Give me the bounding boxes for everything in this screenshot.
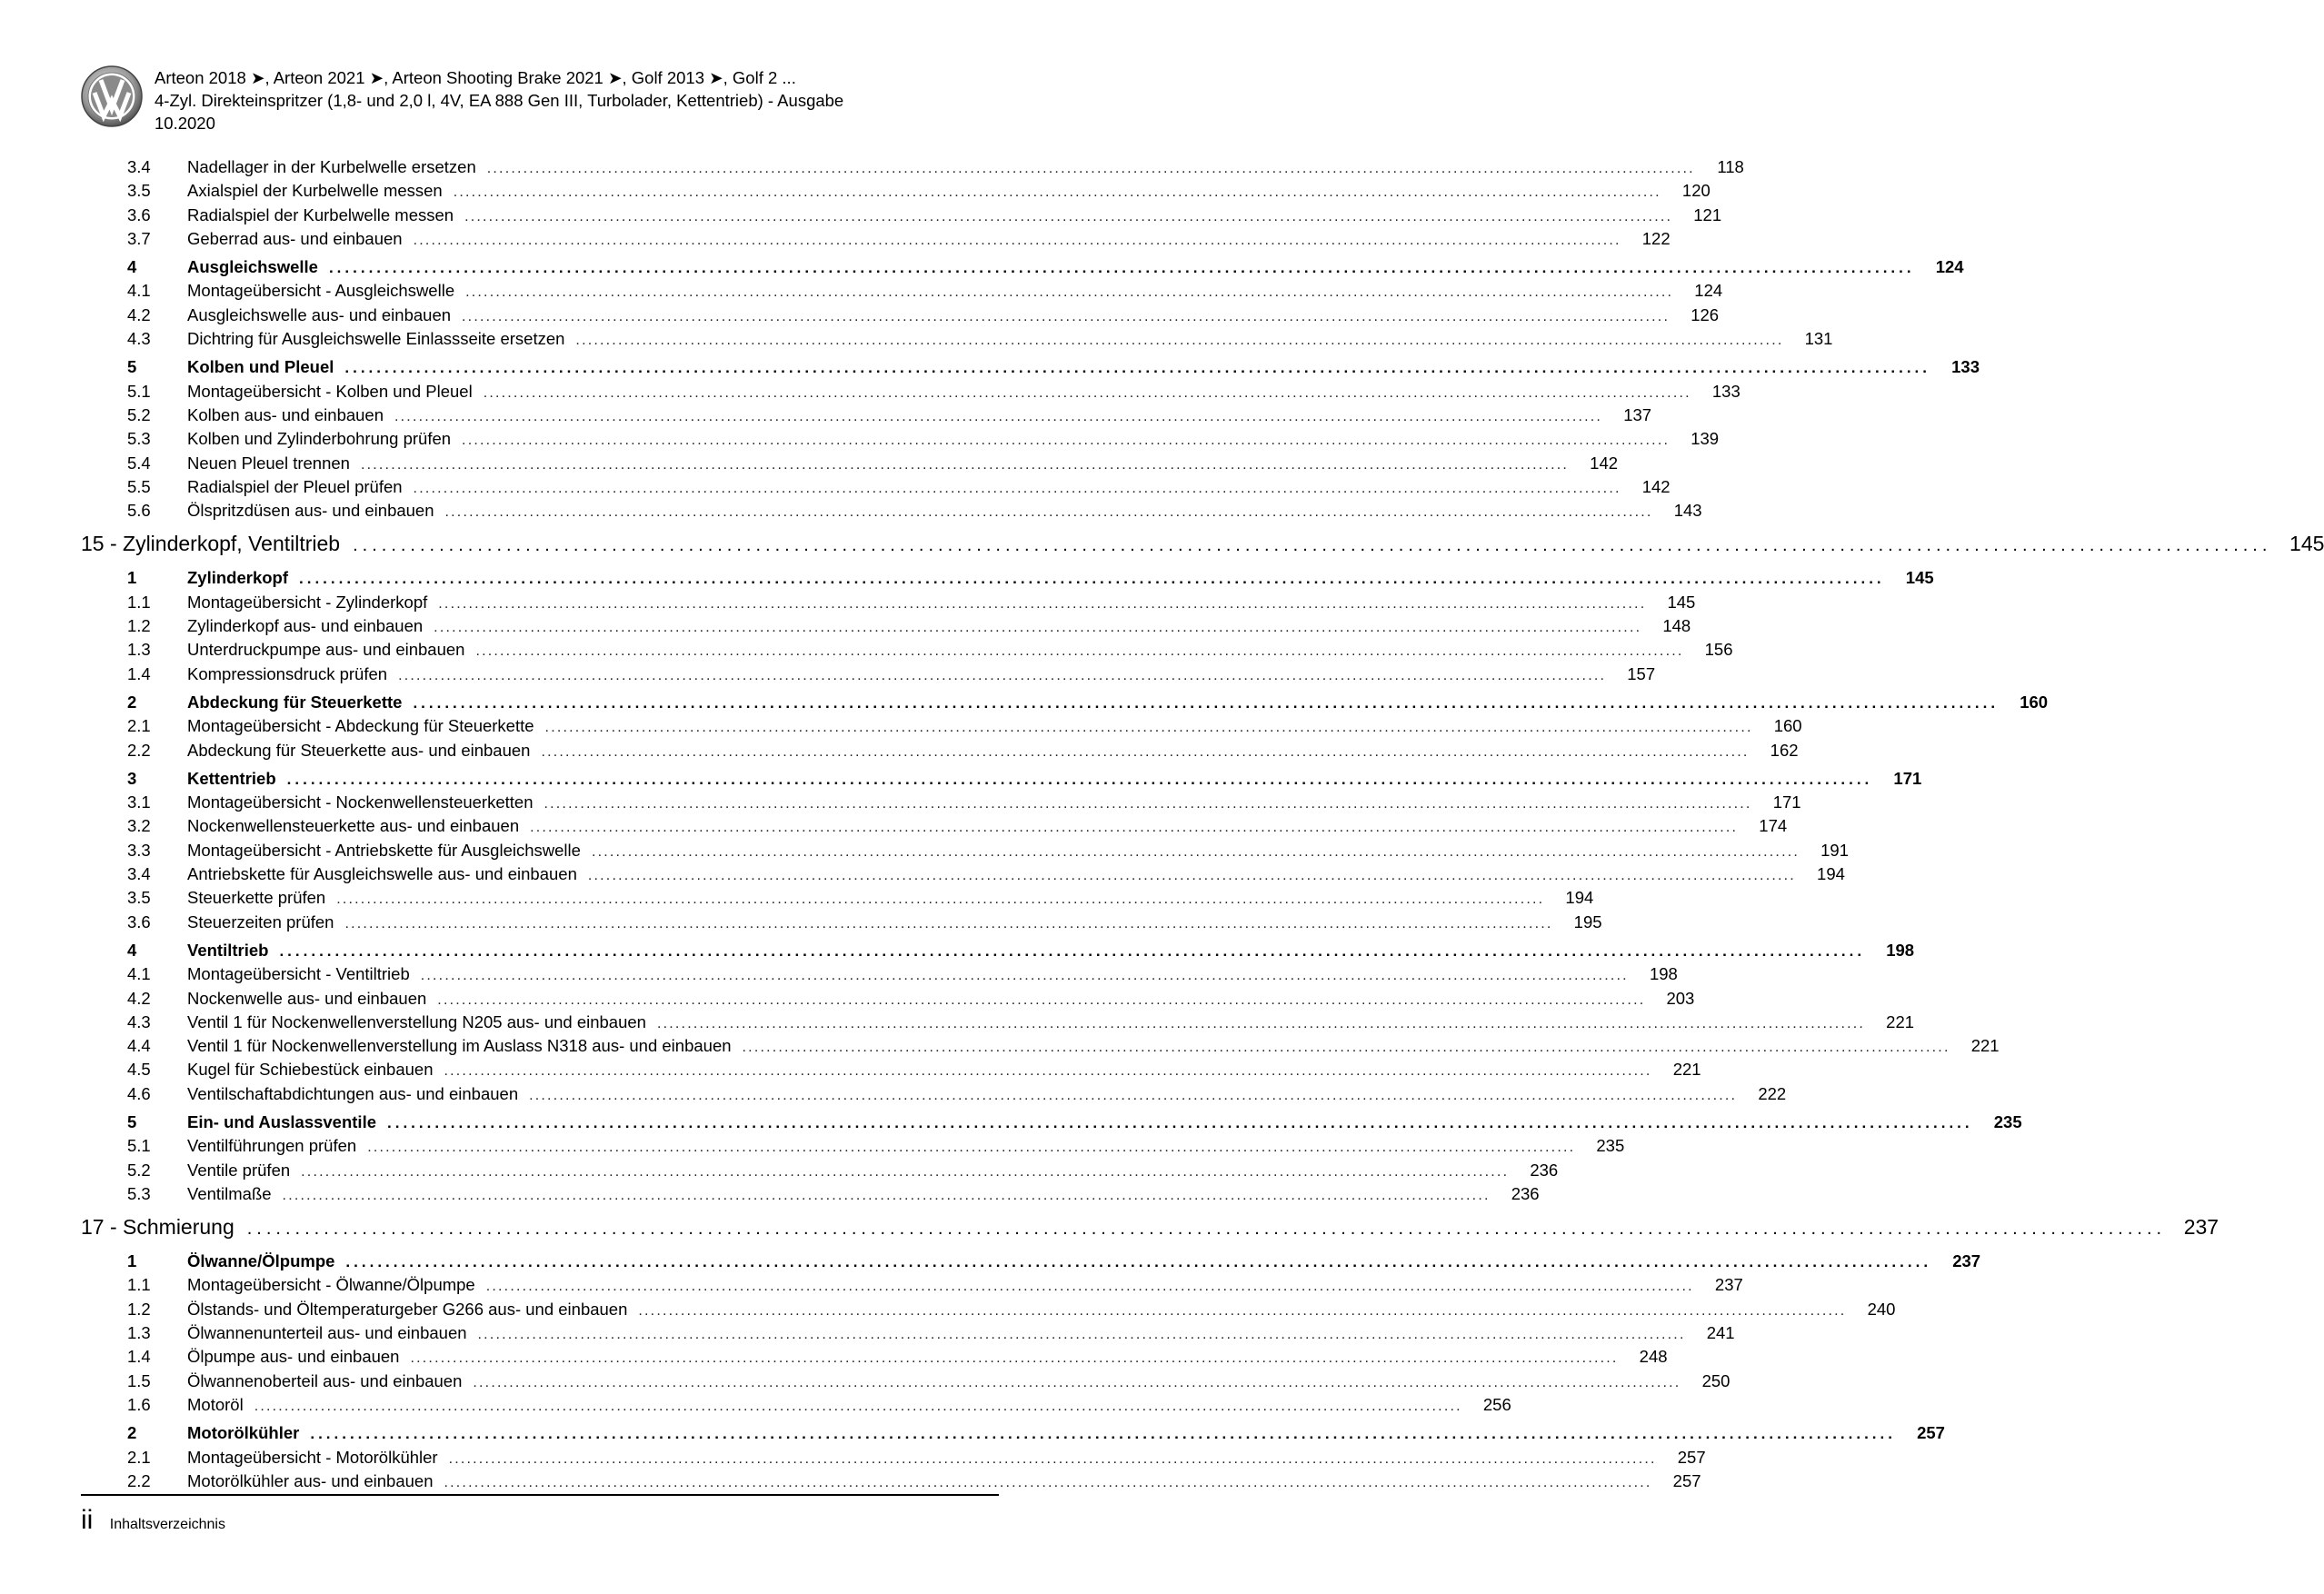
toc-entry[interactable] xyxy=(81,1347,1668,1370)
dot-leader: ........................................................................................................................................................................................................ xyxy=(434,620,1642,636)
toc-page-number: 194 xyxy=(1565,888,1594,908)
toc-number: 3.6 xyxy=(127,912,151,931)
toc-page-number: 257 xyxy=(1672,1470,1701,1490)
toc-page-number: 142 xyxy=(1590,453,1619,473)
toc-number: 1.4 xyxy=(127,1347,151,1367)
toc-entry[interactable] xyxy=(81,640,1733,663)
dot-leader: ........................................................................................................................................................................................................ xyxy=(344,359,1931,377)
toc-number: 1 xyxy=(127,568,137,588)
toc-entry[interactable] xyxy=(81,1060,1701,1083)
toc-number: 5.2 xyxy=(127,404,151,424)
toc-page-number: 222 xyxy=(1758,1083,1787,1103)
toc-title: Ölspritzdüsen aus- und einbauen xyxy=(187,501,434,521)
dot-leader: ........................................................................................................................................................................................................ xyxy=(462,308,1671,324)
toc-entry[interactable] xyxy=(81,964,1678,988)
toc-entry[interactable] xyxy=(81,864,1845,888)
dot-leader: ........................................................................................................................................................................................................ xyxy=(587,868,1796,884)
toc-title: Radialspiel der Pleuel prüfen xyxy=(187,476,403,496)
toc-title: Dichtring für Ausgleichswelle Einlassseite ersetzen xyxy=(187,329,565,349)
toc-entry[interactable] xyxy=(81,716,1802,740)
toc-title: Unterdruckpumpe aus- und einbauen xyxy=(187,640,465,660)
dot-leader: ........................................................................................................................................................................................................ xyxy=(444,504,1653,521)
toc-page-number: 257 xyxy=(1677,1447,1706,1467)
toc-title: Ölwannenunterteil aus- und einbauen xyxy=(187,1323,467,1343)
toc-page-number: 171 xyxy=(1772,792,1801,812)
toc-page-number: 221 xyxy=(1970,1036,2000,1056)
dot-leader: ........................................................................................................................................................................................................ xyxy=(486,161,1695,176)
toc-title: Geberrad aus- und einbauen xyxy=(187,228,403,248)
toc-number: 1.1 xyxy=(127,1275,151,1295)
toc-page-number: 156 xyxy=(1704,640,1733,660)
toc-page-number: 235 xyxy=(1596,1136,1625,1156)
toc-number: 1.3 xyxy=(127,1323,151,1343)
dot-leader: ........................................................................................................................................................................................................ xyxy=(742,1040,1950,1056)
toc-title: Steuerzeiten prüfen xyxy=(187,912,334,931)
toc-number: 3.2 xyxy=(127,816,151,836)
toc-number: 4.1 xyxy=(127,281,151,301)
dot-leader: ........................................................................................................................................................................................................ xyxy=(477,1327,1686,1343)
toc-title: Neuen Pleuel trennen xyxy=(187,453,350,473)
dot-leader: ........................................................................................................................................................................................................ xyxy=(299,570,1885,588)
dot-leader: ........................................................................................................................................................................................................ xyxy=(398,667,1607,683)
toc-title: Ölwannenoberteil aus- und einbauen xyxy=(187,1370,463,1390)
dot-leader: ........................................................................................................................................................................................................ xyxy=(254,1398,1462,1414)
toc-page-number: 145 xyxy=(1667,592,1696,612)
toc-entry[interactable] xyxy=(81,1183,1540,1208)
dot-leader: ........................................................................................................................................................................................................ xyxy=(344,915,1553,931)
toc-page-number: 221 xyxy=(1886,1011,1915,1031)
dot-leader: ........................................................................................................................................................................................................ xyxy=(310,1425,1896,1443)
toc-page-number: 248 xyxy=(1639,1347,1668,1367)
toc-number: 2.2 xyxy=(127,1470,151,1490)
document-title xyxy=(155,66,1000,134)
toc-entry[interactable] xyxy=(81,1299,1896,1323)
toc-entry[interactable] xyxy=(81,1083,1787,1108)
footer-label: Inhaltsverzeichnis xyxy=(109,1517,225,1532)
toc-page-number: 250 xyxy=(1701,1370,1731,1390)
dot-leader: ........................................................................................................................................................................................................ xyxy=(387,1113,1973,1131)
dot-leader: ........................................................................................................................................................................................................ xyxy=(591,843,1800,860)
toc-section[interactable] xyxy=(81,940,1915,964)
toc-number: 5.6 xyxy=(127,501,151,521)
page-footer xyxy=(81,1505,535,1538)
toc-number: 1.1 xyxy=(127,592,151,612)
dot-leader: ........................................................................................................................................................................................................ xyxy=(530,820,1739,836)
toc-number: 4.6 xyxy=(127,1083,151,1103)
toc-page-number: 195 xyxy=(1573,912,1602,931)
dot-leader: ........................................................................................................................................................................................................ xyxy=(410,1350,1619,1367)
toc-title: Abdeckung für Steuerkette xyxy=(187,692,403,712)
toc-title: Kettentrieb xyxy=(187,768,276,788)
toc-title: Ein- und Auslassventile xyxy=(187,1111,376,1131)
toc-page-number: 124 xyxy=(1935,257,1964,277)
toc-title: Montageübersicht - Nockenwellensteuerketten xyxy=(187,792,534,812)
toc-page-number: 124 xyxy=(1694,281,1723,301)
toc-number: 2.1 xyxy=(127,1447,151,1467)
toc-number: 5.1 xyxy=(127,1136,151,1156)
toc-number: 3.4 xyxy=(127,864,151,884)
toc-entry[interactable] xyxy=(81,157,1744,181)
dot-leader: ........................................................................................................................................................................................................ xyxy=(438,595,1647,612)
toc-number: 1.2 xyxy=(127,616,151,636)
toc-title: Steuerkette prüfen xyxy=(187,888,326,908)
toc-entry[interactable] xyxy=(81,740,1799,764)
toc-entry[interactable] xyxy=(81,1011,1915,1036)
toc-page-number: 143 xyxy=(1673,501,1702,521)
toc-page-number: 241 xyxy=(1706,1323,1735,1343)
toc-title: Motorölkühler aus- und einbauen xyxy=(187,1470,434,1490)
toc-entry[interactable] xyxy=(81,1323,1735,1347)
toc-number: 3.4 xyxy=(127,157,151,176)
toc-page-number: 240 xyxy=(1867,1299,1896,1319)
toc-number: 4.1 xyxy=(127,964,151,984)
toc-title: Ölpumpe aus- und einbauen xyxy=(187,1347,400,1367)
toc-number: 2.2 xyxy=(127,740,151,760)
toc-title: Kolben und Pleuel xyxy=(187,357,334,377)
toc-entry[interactable] xyxy=(81,592,1696,616)
toc-page-number: 126 xyxy=(1691,304,1720,324)
toc-title: 15 - Zylinderkopf, Ventiltrieb xyxy=(81,532,341,556)
toc-number: 5.4 xyxy=(127,453,151,473)
toc-page-number: 237 xyxy=(2183,1215,2219,1240)
title-line-1: Arteon 2018 ➤, Arteon 2021 ➤, Arteon Shooting Brake 2021 ➤, Golf 2013 ➤, Golf 2 ... xyxy=(155,68,796,87)
toc-entry[interactable] xyxy=(81,840,1849,864)
toc-title: Ventilschaftabdichtungen aus- und einbauen xyxy=(187,1083,519,1103)
toc-entry[interactable] xyxy=(81,1447,1706,1471)
toc-title: Ausgleichswelle xyxy=(187,257,318,277)
toc-entry[interactable] xyxy=(81,888,1594,912)
toc-entry[interactable] xyxy=(81,816,1788,840)
toc-chapter[interactable] xyxy=(81,532,2324,563)
toc-page-number: 139 xyxy=(1691,429,1720,449)
toc-title: 17 - Schmierung xyxy=(81,1215,234,1240)
toc-section[interactable] xyxy=(81,768,1922,792)
toc-section[interactable] xyxy=(81,692,2049,716)
toc-page-number: 162 xyxy=(1770,740,1799,760)
toc-page-number: 237 xyxy=(1714,1275,1743,1295)
dot-leader: ........................................................................................................................................................................................................ xyxy=(444,1063,1652,1080)
title-line-2: 4-Zyl. Direkteinspritzer (1,8- und 2,0 l, 4V, EA 888 Gen III, Turbolader, Kettentrieb) - Ausgabe xyxy=(155,91,844,110)
toc-title: Axialspiel der Kurbelwelle messen xyxy=(187,181,443,201)
footer-divider xyxy=(81,1494,999,1496)
toc-number: 2 xyxy=(127,692,137,712)
toc-title: Ventil 1 für Nockenwellenverstellung N205 aus- und einbauen xyxy=(187,1011,646,1031)
dot-leader: ........................................................................................................................................................................................................ xyxy=(336,892,1545,908)
toc-title: Ausgleichswelle aus- und einbauen xyxy=(187,304,452,324)
dot-leader: ........................................................................................................................................................................................................ xyxy=(353,535,2272,556)
toc-section[interactable] xyxy=(81,1423,1945,1447)
table-of-contents xyxy=(81,157,2324,1495)
toc-entry[interactable] xyxy=(81,988,1695,1012)
toc-title: Zylinderkopf aus- und einbauen xyxy=(187,616,424,636)
toc-number: 5.3 xyxy=(127,429,151,449)
toc-page-number: 145 xyxy=(2289,532,2324,556)
toc-title: Kompressionsdruck prüfen xyxy=(187,663,388,683)
toc-entry[interactable] xyxy=(81,1036,2000,1060)
toc-number: 5.5 xyxy=(127,476,151,496)
toc-number: 5.3 xyxy=(127,1183,151,1203)
toc-page-number: 221 xyxy=(1672,1060,1701,1080)
toc-page-number: 171 xyxy=(1893,768,1922,788)
dot-leader: ........................................................................................................................................................................................................ xyxy=(464,208,1673,224)
toc-entry[interactable] xyxy=(81,453,1619,477)
toc-entry[interactable] xyxy=(81,228,1671,253)
toc-title: Nockenwellensteuerkette aus- und einbauen xyxy=(187,816,520,836)
dot-leader: ........................................................................................................................................................................................................ xyxy=(483,384,1691,401)
toc-number: 4.5 xyxy=(127,1060,151,1080)
toc-number: 4.4 xyxy=(127,1036,151,1056)
toc-number: 1.6 xyxy=(127,1394,151,1414)
toc-title: Ventilführungen prüfen xyxy=(187,1136,357,1156)
toc-number: 3.6 xyxy=(127,204,151,224)
toc-number: 3.7 xyxy=(127,228,151,248)
toc-number: 3.5 xyxy=(127,181,151,201)
toc-number: 3 xyxy=(127,768,137,788)
toc-page-number: 121 xyxy=(1693,204,1722,224)
toc-number: 4.3 xyxy=(127,329,151,349)
toc-entry[interactable] xyxy=(81,204,1722,229)
toc-title: Montageübersicht - Ausgleichswelle xyxy=(187,281,455,301)
toc-entry[interactable] xyxy=(81,1394,1511,1419)
toc-title: Montageübersicht - Ölwanne/Ölpumpe xyxy=(187,1275,475,1295)
toc-title: Ventiltrieb xyxy=(187,940,269,960)
toc-number: 1 xyxy=(127,1251,137,1271)
toc-number: 5 xyxy=(127,1111,137,1131)
toc-title: Montageübersicht - Ventiltrieb xyxy=(187,964,410,984)
page-number: ii xyxy=(81,1505,94,1535)
toc-entry[interactable] xyxy=(81,476,1671,501)
toc-entry[interactable] xyxy=(81,1160,1559,1184)
dot-leader: ........................................................................................................................................................................................................ xyxy=(638,1302,1847,1319)
toc-page-number: 137 xyxy=(1623,404,1652,424)
dot-leader: ........................................................................................................................................................................................................ xyxy=(444,1474,1652,1490)
dot-leader: ........................................................................................................................................................................................................ xyxy=(413,232,1621,248)
toc-entry[interactable] xyxy=(81,304,1720,329)
toc-number: 1.4 xyxy=(127,663,151,683)
toc-section[interactable] xyxy=(81,1111,2022,1136)
toc-section[interactable] xyxy=(81,257,1964,281)
toc-page-number: 257 xyxy=(1917,1423,1945,1443)
toc-entry[interactable] xyxy=(81,616,1691,640)
dot-leader: ........................................................................................................................................................................................................ xyxy=(279,941,1866,960)
dot-leader: ........................................................................................................................................................................................................ xyxy=(473,1374,1681,1390)
toc-title: Ventil 1 für Nockenwellenverstellung im Auslass N318 aus- und einbauen xyxy=(187,1036,732,1056)
dot-leader: ........................................................................................................................................................................................................ xyxy=(541,743,1750,760)
toc-title: Montageübersicht - Zylinderkopf xyxy=(187,592,428,612)
toc-section[interactable] xyxy=(81,568,1934,592)
dot-leader: ........................................................................................................................................................................................................ xyxy=(485,1279,1694,1295)
dot-leader: ........................................................................................................................................................................................................ xyxy=(462,433,1671,449)
dot-leader: ........................................................................................................................................................................................................ xyxy=(437,991,1646,1008)
toc-number: 3.5 xyxy=(127,888,151,908)
toc-entry[interactable] xyxy=(81,1470,1701,1495)
toc-page-number: 174 xyxy=(1759,816,1788,836)
toc-number: 4 xyxy=(127,257,137,277)
dot-leader: ........................................................................................................................................................................................................ xyxy=(367,1140,1576,1156)
dot-leader: ........................................................................................................................................................................................................ xyxy=(282,1187,1491,1203)
toc-page-number: 145 xyxy=(1905,568,1934,588)
toc-page-number: 236 xyxy=(1511,1183,1540,1203)
toc-title: Radialspiel der Kurbelwelle messen xyxy=(187,204,454,224)
dot-leader: ........................................................................................................................................................................................................ xyxy=(328,259,1915,277)
dot-leader: ........................................................................................................................................................................................................ xyxy=(544,796,1752,812)
toc-number: 5.2 xyxy=(127,1160,151,1180)
toc-entry[interactable] xyxy=(81,912,1602,936)
toc-title: Montageübersicht - Abdeckung für Steuerkette xyxy=(187,716,534,736)
toc-entry[interactable] xyxy=(81,181,1711,204)
toc-number: 2.1 xyxy=(127,716,151,736)
toc-chapter[interactable] xyxy=(81,1215,2219,1247)
toc-title: Motorölkühler xyxy=(187,1423,300,1443)
toc-entry[interactable] xyxy=(81,429,1720,453)
toc-title: Abdeckung für Steuerkette aus- und einbauen xyxy=(187,740,531,760)
toc-page-number: 148 xyxy=(1662,616,1691,636)
dot-leader: ........................................................................................................................................................................................................ xyxy=(465,284,1674,301)
toc-number: 5.1 xyxy=(127,381,151,401)
toc-page-number: 122 xyxy=(1641,228,1671,248)
toc-page-number: 160 xyxy=(1773,716,1802,736)
toc-number: 3.3 xyxy=(127,840,151,860)
toc-page-number: 194 xyxy=(1817,864,1845,884)
toc-entry[interactable] xyxy=(81,1370,1731,1395)
toc-page-number: 256 xyxy=(1482,1394,1511,1414)
toc-entry[interactable] xyxy=(81,1136,1625,1160)
toc-entry[interactable] xyxy=(81,381,1741,405)
toc-number: 2 xyxy=(127,1423,137,1443)
dot-leader: ........................................................................................................................................................................................................ xyxy=(544,720,1753,736)
toc-title: Montageübersicht - Antriebskette für Ausgleichswelle xyxy=(187,840,581,860)
vw-logo-icon xyxy=(81,58,143,134)
page-header xyxy=(81,55,999,142)
toc-page-number: 131 xyxy=(1804,329,1833,349)
toc-page-number: 118 xyxy=(1717,157,1744,176)
dot-leader: ........................................................................................................................................................................................................ xyxy=(301,1163,1510,1180)
toc-title: Montageübersicht - Kolben und Pleuel xyxy=(187,381,473,401)
dot-leader: ........................................................................................................................................................................................................ xyxy=(413,693,2000,712)
toc-page-number: 237 xyxy=(1952,1251,1981,1271)
toc-page-number: 235 xyxy=(1993,1111,2022,1131)
toc-title: Ölstands- und Öltemperaturgeber G266 aus- und einbauen xyxy=(187,1299,628,1319)
toc-title: Ventile prüfen xyxy=(187,1160,291,1180)
toc-number: 1.2 xyxy=(127,1299,151,1319)
toc-entry[interactable] xyxy=(81,329,1833,353)
toc-page-number: 142 xyxy=(1641,476,1671,496)
dot-leader: ........................................................................................................................................................................................................ xyxy=(575,333,1784,349)
toc-page-number: 236 xyxy=(1530,1160,1559,1180)
toc-number: 4.2 xyxy=(127,304,151,324)
toc-title: Ventilmaße xyxy=(187,1183,272,1203)
toc-number: 4.3 xyxy=(127,1011,151,1031)
dot-leader: ........................................................................................................................................................................................................ xyxy=(656,1015,1866,1031)
toc-page-number: 198 xyxy=(1886,940,1915,960)
title-line-3: 10.2020 xyxy=(155,114,215,133)
toc-title: Kolben aus- und einbauen xyxy=(187,404,384,424)
toc-entry[interactable] xyxy=(81,1275,1743,1299)
dot-leader: ........................................................................................................................................................................................................ xyxy=(448,1450,1657,1467)
toc-page-number: 203 xyxy=(1666,988,1695,1008)
toc-page-number: 157 xyxy=(1627,663,1656,683)
toc-title: Nadellager in der Kurbelwelle ersetzen xyxy=(187,157,476,176)
toc-title: Zylinderkopf xyxy=(187,568,289,588)
dot-leader: ........................................................................................................................................................................................................ xyxy=(394,408,1603,424)
toc-number: 1.5 xyxy=(127,1370,151,1390)
toc-page-number: 133 xyxy=(1711,381,1741,401)
dot-leader: ........................................................................................................................................................................................................ xyxy=(286,770,1873,788)
toc-section[interactable] xyxy=(81,357,1980,381)
toc-number: 5 xyxy=(127,357,137,377)
toc-number: 4.2 xyxy=(127,988,151,1008)
toc-page-number: 160 xyxy=(2020,692,2049,712)
toc-entry[interactable] xyxy=(81,281,1723,304)
toc-page-number: 198 xyxy=(1649,964,1678,984)
toc-page-number: 120 xyxy=(1681,181,1711,201)
toc-title: Kugel für Schiebestück einbauen xyxy=(187,1060,434,1080)
toc-title: Ölwanne/Ölpumpe xyxy=(187,1251,335,1271)
toc-title: Nockenwelle aus- und einbauen xyxy=(187,988,427,1008)
toc-title: Motoröl xyxy=(187,1394,244,1414)
toc-entry[interactable] xyxy=(81,404,1652,429)
toc-number: 1.3 xyxy=(127,640,151,660)
dot-leader: ........................................................................................................................................................................................................ xyxy=(413,480,1621,496)
dot-leader: ........................................................................................................................................................................................................ xyxy=(453,184,1661,201)
toc-entry[interactable] xyxy=(81,501,1702,524)
dot-leader: ........................................................................................................................................................................................................ xyxy=(420,968,1629,984)
dot-leader: ........................................................................................................................................................................................................ xyxy=(360,456,1570,473)
toc-number: 3.1 xyxy=(127,792,151,812)
toc-number: 4 xyxy=(127,940,137,960)
dot-leader: ........................................................................................................................................................................................................ xyxy=(246,1219,2167,1240)
toc-page-number: 191 xyxy=(1820,840,1849,860)
toc-page-number: 133 xyxy=(1951,357,1980,377)
dot-leader: ........................................................................................................................................................................................................ xyxy=(529,1087,1738,1103)
toc-entry[interactable] xyxy=(81,792,1801,816)
toc-title: Kolben und Zylinderbohrung prüfen xyxy=(187,429,452,449)
dot-leader: ........................................................................................................................................................................................................ xyxy=(475,643,1684,660)
toc-entry[interactable] xyxy=(81,663,1656,688)
toc-title: Montageübersicht - Motorölkühler xyxy=(187,1447,438,1467)
toc-title: Antriebskette für Ausgleichswelle aus- und einbauen xyxy=(187,864,577,884)
dot-leader: ........................................................................................................................................................................................................ xyxy=(345,1253,1932,1271)
toc-section[interactable] xyxy=(81,1251,1981,1275)
